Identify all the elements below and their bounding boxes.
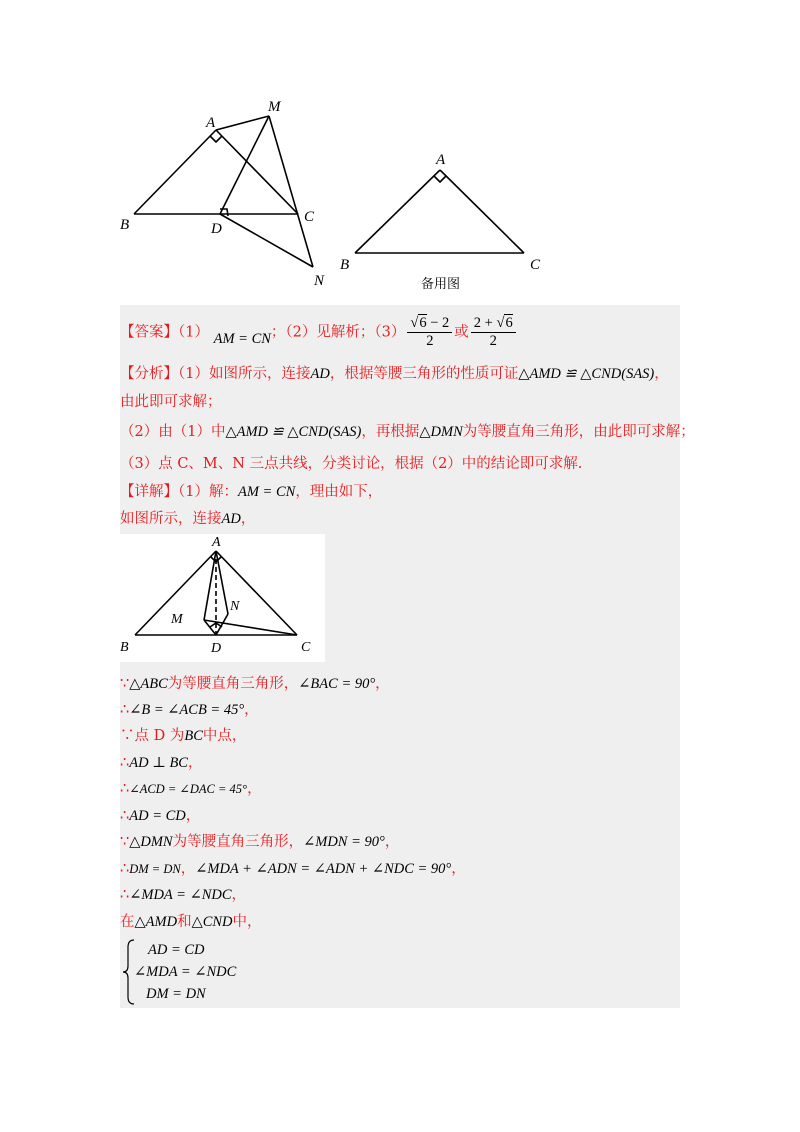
proof-s1-end: ， bbox=[375, 676, 390, 692]
label-A: A bbox=[436, 152, 446, 168]
figure-caption: 备用图 bbox=[421, 277, 461, 292]
system-eq-2: ∠MDA = ∠NDC bbox=[134, 964, 237, 980]
analysis-line-2: 由此即可求解； bbox=[120, 394, 222, 410]
proof-s10-math: △AMD bbox=[134, 914, 178, 930]
proof-step-9 bbox=[120, 886, 246, 904]
answer-or: 或 bbox=[454, 324, 469, 341]
analysis-l1-end: ， bbox=[654, 366, 669, 382]
proof-s1-math2: ∠BAC = 90° bbox=[298, 676, 376, 692]
proof-step-10 bbox=[120, 913, 262, 931]
label-A: A bbox=[206, 115, 216, 131]
label-D: D bbox=[211, 641, 222, 656]
system-eq-1: AD = CD bbox=[148, 942, 205, 958]
geometry-diagram-3 bbox=[120, 534, 325, 662]
detail-l1-text: （1）解： bbox=[178, 484, 238, 500]
proof-s1-math: △ABC bbox=[129, 676, 168, 692]
proof-step-3 bbox=[120, 727, 246, 745]
because-symbol: ∵ bbox=[120, 676, 130, 692]
label-D: D bbox=[211, 221, 222, 237]
detail-l2-math: AD bbox=[221, 511, 241, 527]
proof-s1-text: 为等腰直角三角形， bbox=[167, 676, 299, 692]
figure-spare-triangle bbox=[335, 145, 555, 295]
label-C: C bbox=[530, 257, 541, 273]
therefore-symbol: ∴ bbox=[120, 808, 130, 824]
system-eq-3: DM = DN bbox=[146, 986, 206, 1002]
proof-s4-end: ， bbox=[187, 755, 203, 771]
frac2-pre: 2 + bbox=[473, 315, 497, 331]
proof-s7-math2: ∠MDN = 90° bbox=[303, 834, 385, 850]
therefore-symbol: ∴ bbox=[120, 861, 130, 877]
answer-line bbox=[120, 315, 518, 350]
proof-s2-math: ∠B = ∠ACB = 45° bbox=[129, 702, 245, 718]
geometry-diagram-2 bbox=[335, 145, 555, 295]
proof-s10-text: 在 bbox=[120, 914, 135, 930]
proof-s8-math2: ∠MDA + ∠ADN = ∠ADN + ∠NDC = 90° bbox=[195, 861, 452, 877]
answer-separator: ；（2）见解析；（3） bbox=[270, 324, 406, 341]
answer-part1-math: AM = CN bbox=[213, 330, 271, 347]
geometry-diagram-1 bbox=[118, 95, 343, 295]
proof-s8-end: ， bbox=[451, 861, 466, 877]
detail-line-1 bbox=[120, 483, 382, 501]
proof-step-4 bbox=[120, 754, 202, 772]
proof-s10-math2: △CND bbox=[191, 914, 233, 930]
proof-s7-math: △DMN bbox=[129, 834, 173, 850]
proof-s3-text2: 中点， bbox=[202, 728, 247, 744]
proof-s5-math: ∠ACD = ∠DAC = 45° bbox=[129, 782, 248, 796]
proof-s6-math: AD = CD bbox=[129, 808, 186, 824]
therefore-symbol: ∴ bbox=[120, 702, 130, 718]
analysis-l3-text: （2）由（1）中 bbox=[120, 424, 226, 440]
answer-part1-label: （1） bbox=[178, 324, 209, 341]
equation-system bbox=[120, 938, 340, 1006]
proof-s6-end: ， bbox=[185, 808, 201, 824]
proof-s5-end: ， bbox=[247, 781, 262, 797]
proof-s7-end: ， bbox=[384, 834, 400, 850]
proof-step-1 bbox=[120, 675, 390, 693]
proof-s7-text: 为等腰直角三角形， bbox=[172, 834, 304, 850]
label-M: M bbox=[171, 612, 183, 627]
therefore-symbol: ∴ bbox=[120, 887, 130, 903]
figure-construction bbox=[120, 534, 325, 662]
detail-line-2 bbox=[120, 510, 255, 528]
proof-s2-end: ， bbox=[244, 702, 259, 718]
proof-step-8 bbox=[120, 860, 466, 878]
frac2-radicand: 6 bbox=[505, 315, 513, 331]
proof-s3-text: 点 D 为 bbox=[134, 728, 185, 744]
detail-l2-text: 如图所示，连接 bbox=[120, 511, 222, 527]
therefore-symbol: ∴ bbox=[120, 781, 130, 797]
label-N: N bbox=[230, 599, 240, 614]
proof-s8-math: DM = DN bbox=[129, 862, 181, 876]
proof-s4-math: AD ⊥ BC bbox=[129, 755, 188, 771]
proof-s10-text3: 中， bbox=[232, 914, 262, 930]
because-symbol: ∵ bbox=[120, 834, 130, 850]
label-B: B bbox=[340, 257, 350, 273]
proof-s10-text2: 和 bbox=[177, 914, 192, 930]
because-symbol: ∵ bbox=[120, 728, 135, 744]
detail-l1-math: AM = CN bbox=[237, 484, 296, 500]
frac2-den: 2 bbox=[489, 333, 497, 349]
label-A: A bbox=[212, 535, 221, 550]
proof-step-5 bbox=[120, 780, 262, 798]
figure-triangle-with-points bbox=[118, 95, 343, 295]
analysis-l1-math1: AD bbox=[310, 366, 330, 382]
frac1-den: 2 bbox=[426, 333, 434, 349]
analysis-l3-math2: △DMN bbox=[419, 424, 463, 440]
proof-step-6 bbox=[120, 807, 200, 825]
proof-step-2 bbox=[120, 701, 259, 719]
frac1-rest: − 2 bbox=[426, 315, 450, 331]
label-C: C bbox=[301, 640, 311, 655]
label-B: B bbox=[120, 217, 130, 233]
analysis-line-1 bbox=[120, 365, 669, 383]
label-C: C bbox=[304, 209, 315, 225]
analysis-l1-text: （1）如图所示，连接 bbox=[178, 366, 311, 382]
analysis-l1-text2: ，根据等腰三角形的性质可证 bbox=[329, 366, 519, 382]
analysis-l3-math1: △AMD ≌ △CND(SAS) bbox=[225, 424, 362, 440]
analysis-line-4: （3）点 C、M、N 三点共线，分类讨论，根据（2）中的结论即可求解. bbox=[120, 456, 583, 472]
proof-step-7 bbox=[120, 833, 399, 851]
detail-l1-text2: ，理由如下， bbox=[295, 484, 383, 500]
analysis-l3-text2: ，再根据 bbox=[361, 424, 420, 440]
analysis-l1-math2: △AMD ≌ △CND(SAS) bbox=[518, 366, 655, 382]
proof-s9-math: ∠MDA = ∠NDC bbox=[129, 887, 232, 903]
analysis-line-3 bbox=[120, 423, 695, 441]
analysis-tag: 【分析】 bbox=[120, 366, 178, 382]
therefore-symbol: ∴ bbox=[120, 755, 130, 771]
detail-l2-end: ， bbox=[240, 511, 256, 527]
answer-fraction-1: $\frac{√6 - 2}{2}$ bbox=[407, 315, 452, 350]
answer-tag: 【答案】 bbox=[120, 324, 178, 341]
detail-tag: 【详解】 bbox=[120, 484, 178, 500]
answer-fraction-2: $\frac{2 + √6}{2}$ bbox=[471, 315, 516, 350]
proof-s9-end: ， bbox=[231, 887, 247, 903]
label-M: M bbox=[268, 99, 281, 115]
label-B: B bbox=[120, 640, 129, 655]
analysis-l3-text3: 为等腰直角三角形，由此即可求解； bbox=[462, 424, 695, 440]
proof-s8-mid: ， bbox=[180, 861, 196, 877]
frac1-radicand: 6 bbox=[419, 315, 427, 331]
solution-panel bbox=[120, 305, 695, 1008]
proof-s3-math: BC bbox=[184, 728, 203, 744]
label-N: N bbox=[314, 273, 325, 289]
